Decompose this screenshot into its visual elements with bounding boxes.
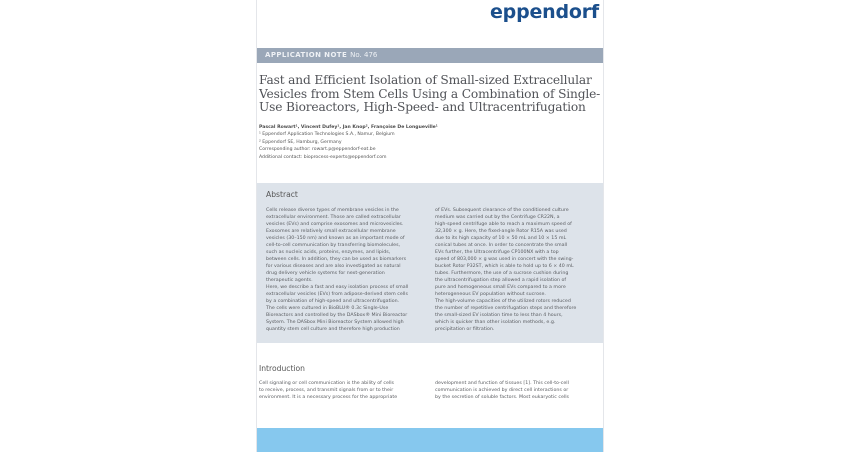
abstract-box: [257, 183, 603, 343]
document-title: Fast and Efficient Isolation of Small-sized Extracellular Vesicles from Stem Cells Using a Combination of Single-Use Bioreactors, High-Speed- and Ultracentrifugation: [259, 73, 601, 115]
author-names: Pascal Rowart¹, Vincent Dufey¹, Jan Knop², Françoise De Longueville¹: [259, 125, 438, 130]
affiliation-2: ² Eppendorf SE, Hamburg, Germany: [259, 139, 342, 145]
eppendorf-logo: eppendorf: [490, 1, 599, 23]
introduction-right-column: development and function of tissues [1]. This cell-to-cell communication is achieved by direct cell interactions or by the secretion of soluble factors. Most eukaryotic cells: [435, 381, 569, 400]
application-note-band: [257, 48, 603, 63]
application-note-number: No. 476: [350, 51, 378, 59]
application-note-label: APPLICATION NOTE No. 476: [265, 51, 378, 59]
corresponding-author: Corresponding author: rowart.p@eppendorf-eat.be: [259, 147, 376, 153]
affiliation-1: ¹ Eppendorf Application Technologies S.A., Namur, Belgium: [259, 132, 395, 138]
footer-band: [257, 428, 603, 452]
abstract-left-column: Cells release diverse types of membrane vesicles in the extracellular environment. Those are called extracellular vesicles (EVs) and comprise exosomes and microvesicles. Exosomes are relatively small extracellular membrane vesicles (30–150 nm) and known as an important mode of cell-to-cell communication by transferring biomolecules, such as nucleic acids, proteins, enzymes, and lipids, between cells. In addition, they can be used as biomarkers for various diseases and are also investigated as natural drug delivery vehicle systems for next-generation therapeutic agents. Here, we describe a fast and easy isolation process of small extracellular vesicles (EVs) from adipose-derived stem cells by a combination of high-speed and ultracentrifugation. The cells were cultured in BioBLU® 0.3c Single-Use Bioreactors and controlled by the DASbox® Mini Bioreactor System. The DASbox Mini Bioreactor System allowed high quantity stem cell culture and therefore high production: [266, 208, 409, 332]
additional-contact: Additional contact: bioprocess-experts@eppendorf.com: [259, 154, 387, 160]
introduction-heading: Introduction: [259, 364, 305, 373]
author-block: [259, 124, 599, 161]
introduction-left-column: Cell signaling or cell communication is the ability of cells to receive, process, and transmit signals from or to their environment. It is a necessary process for the appropriate: [259, 381, 398, 400]
document-page: [256, 0, 604, 452]
abstract-right-column: of EVs. Subsequent clearance of the conditioned culture medium was carried out by the Centrifuge CR22N, a high-speed centrifuge able to reach a maximum speed of 32,300 × g. Here, the fixed-angle Rotor R15A was used due to its high capacity of 10 × 50 mL and 10 × 15 mL conical tubes at once. In order to concentrate the small EVs further, the Ultracentrifuge CP100NX with a top speed of 803,000 × g was used in concert with the swing- bucket Rotor P32ST, which is able to hold up to 6 × 40 mL tubes. Furthermore, the use of a sucrose cushion during the ultracentrifugation step allowed a rapid isolation of pure and homogeneous small EVs compared to a more heterogeneous EV population without sucrose. The high-volume capacities of the utilized rotors reduced the number of repetitive centrifugation steps and therefore the small-sized EV isolation time to less than 4 hours, which is quicker than other isolation methods, e.g. precipitation or filtration.: [435, 208, 577, 332]
abstract-heading: Abstract: [266, 190, 298, 199]
